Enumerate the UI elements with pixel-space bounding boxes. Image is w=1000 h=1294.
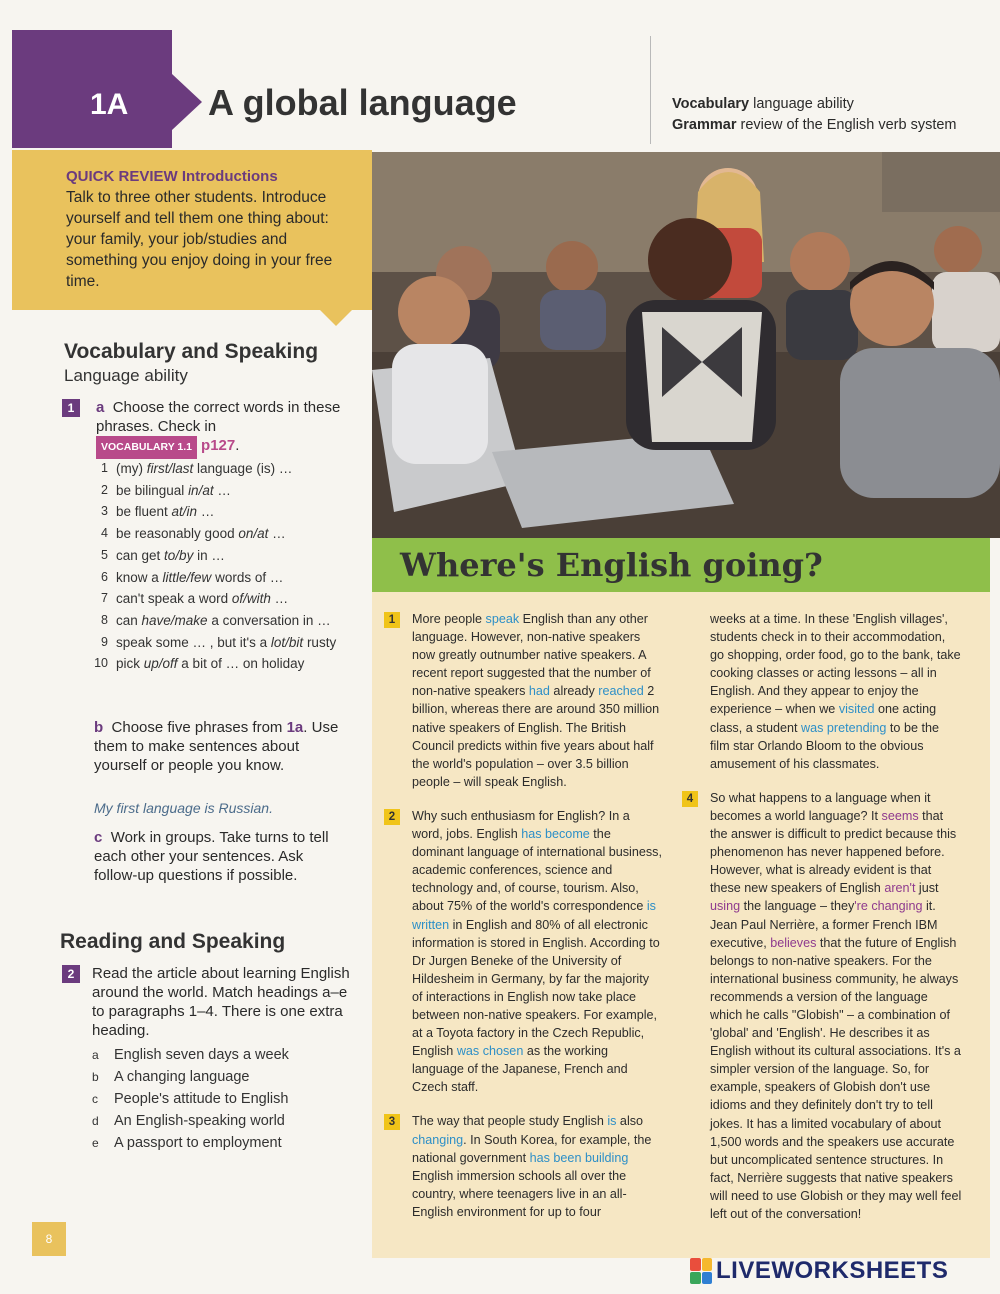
- heading-option[interactable]: c People's attitude to English: [92, 1091, 289, 1107]
- heading-option[interactable]: e A passport to employment: [92, 1135, 282, 1151]
- phrase-item: 5 can get to/by in …: [101, 547, 225, 563]
- exercise-number: 2: [62, 965, 80, 983]
- header-divider: [650, 36, 651, 144]
- quick-review-body: Talk to three other students. Introduce yourself and tell them one thing about: your family, your job/studies and something you enjoy doing in your free time.: [66, 189, 333, 290]
- paragraph-number: 3: [384, 1114, 400, 1130]
- sub-letter: a: [96, 399, 105, 416]
- word-choice[interactable]: to/by: [164, 547, 194, 563]
- article-paragraph-2: 2 Why such enthusiasm for English? In a word, jobs. English has become the dominant language of international business, academic conferences, science and technology and, of course, tourism. Also, about 75% of the world's correspondence is written in English and 80% of all electronic information is stored in English. According to Dr Jurgen Beneke of the University of Hildesheim in Germany, by far the majority of interactions in English now take place between non-native speakers. For example, at a Toyota factory in the Czech Republic, English was chosen as the working language of the Japanese, French and Czech staff.: [412, 807, 662, 1097]
- word-choice[interactable]: at/in: [171, 504, 198, 520]
- article-column-left: [388, 610, 662, 1237]
- logo-text: LIVEWORKSHEETS: [716, 1257, 949, 1284]
- article-paragraph-3-continued: weeks at a time. In these 'English villages', students check in to their accommodation, go shopping, order food, go to the bank, take cooking classes or acting lessons – all in English. And they appear to enjoy the experience – when we visited one acting class, a student was pretending to be the film star Orlando Bloom to the obvious amusement of his classmates.: [710, 612, 961, 771]
- quick-review-box: [12, 150, 372, 310]
- phrase-item: 4 be reasonably good on/at …: [101, 526, 286, 542]
- quick-review-title: QUICK REVIEW Introductions: [66, 168, 278, 185]
- classroom-photo-illustration: [372, 152, 1000, 538]
- phrase-list: [90, 458, 350, 675]
- word-choice[interactable]: little/few: [162, 569, 212, 585]
- vocab-section-heading: Vocabulary and Speaking: [64, 340, 319, 363]
- unit-title: A global language: [208, 82, 517, 123]
- phrase-item: 3 be fluent at/in …: [101, 504, 215, 520]
- exercise-instructions: Read the article about learning English around the world. Match headings a–e to paragraphs 1–4. There is one extra heading.: [92, 965, 350, 1039]
- vocab-section-subheading: Language ability: [64, 366, 188, 385]
- phrase-item: 9 speak some … , but it's a lot/bit rusty: [101, 634, 337, 650]
- vocabulary-page-link[interactable]: p127: [201, 437, 236, 454]
- quick-review-notch: [320, 310, 352, 326]
- article-paragraph-4: 4 So what happens to a language when it becomes a world language? It seems that the answer is difficult to predict because this phenomenon has never happened before. However, what is already evident is that these new speakers of English aren't just using the language – they're changing it. Jean Paul Nerrière, a former French IBM executive, believes that the future of English belongs to non-native speakers. For the international business community, he always recommends a version of the language which he calls "Globish" – a combination of 'global' and 'English'. He describes it as English without its cultural associations. It's a simpler version of the language. So, for example, speakers of Globish don't use idioms and they definitely don't try to tell jokes. It has a limited vocabulary of about 1,500 words and the speakers use accurate but uncomplicated sentence structures. In fact, Nerrière suggests that native speakers will need to use Globish or they may well feel left out of the conversation!: [710, 789, 962, 1223]
- example-sentence: My first language is Russian.: [94, 800, 273, 816]
- phrase-item: 6 know a little/few words of …: [101, 569, 284, 585]
- exercise-1c: c Work in groups. Take turns to tell each other your sentences. Ask follow-up questions if possible.: [94, 829, 329, 884]
- paragraph-number: 2: [384, 809, 400, 825]
- unit-objectives: [672, 94, 957, 136]
- word-choice[interactable]: up/off: [143, 656, 178, 672]
- article-column-right: [686, 610, 962, 1239]
- heading-option[interactable]: d An English-speaking world: [92, 1113, 285, 1129]
- grammar-text: review of the English verb system: [740, 117, 957, 133]
- liveworksheets-logo: [690, 1256, 948, 1286]
- unit-code: 1A: [90, 88, 129, 121]
- article-title-banner: [372, 538, 990, 592]
- phrase-item: 10 pick up/off a bit of … on holiday: [94, 656, 305, 672]
- phrase-item: 8 can have/make a conversation in …: [101, 612, 331, 628]
- word-choice[interactable]: first/last: [146, 461, 194, 476]
- logo-mark-icon: [690, 1258, 712, 1284]
- reading-section-heading: Reading and Speaking: [60, 930, 286, 953]
- paragraph-number: 1: [384, 612, 400, 628]
- article-paragraph-1: 1 More people speak English than any other language. However, non-native speakers now greatly outnumber native speakers. A recent report suggested that the number of non-native speakers had already reached 2 billion, whereas there are around 350 million native speakers of English. The British Council predicts within five years about half the world's population – over 3.5 billion people – will speak English.: [412, 610, 662, 791]
- exercise-1a: 1 a Choose the correct words in these phrases. Check in VOCABULARY 1.1 p127.: [62, 398, 352, 459]
- phrase-item: 2 be bilingual in/at …: [101, 482, 231, 498]
- exercise-number: 1: [62, 399, 80, 417]
- vocab-text: language ability: [753, 96, 854, 112]
- classroom-photo: [372, 152, 1000, 538]
- exercise-2: [62, 964, 352, 1040]
- vocab-label: Vocabulary: [672, 96, 750, 112]
- phrase-item: 7 can't speak a word of/with …: [101, 591, 289, 607]
- heading-options-list: [92, 1044, 289, 1154]
- article-paragraph-3: 3 The way that people study English is also changing. In South Korea, for example, the national government has been building English immersion schools all over the country, where teenagers live in an all-English environment for up to four: [412, 1112, 662, 1221]
- unit-badge-arrow: [172, 74, 202, 130]
- reading-article: [372, 538, 990, 1258]
- word-choice[interactable]: in/at: [188, 482, 214, 498]
- grammar-label: Grammar: [672, 117, 737, 133]
- exercise-instructions: Choose the correct words in these phrases. Check in: [96, 399, 341, 435]
- word-choice[interactable]: have/make: [141, 612, 208, 628]
- phrase-item: 1 (my) first/last language (is) …: [101, 461, 293, 476]
- heading-option[interactable]: a English seven days a week: [92, 1047, 289, 1063]
- word-choice[interactable]: of/with: [231, 591, 271, 607]
- paragraph-number: 4: [682, 791, 698, 807]
- heading-option[interactable]: b A changing language: [92, 1069, 250, 1085]
- article-title: Where's English going?: [400, 546, 823, 584]
- word-choice[interactable]: lot/bit: [270, 634, 304, 650]
- word-choice[interactable]: on/at: [238, 526, 269, 542]
- exercise-1b: b Choose five phrases from 1a. Use them to make sentences about yourself or people you know.: [94, 719, 339, 774]
- page-number: 8: [32, 1222, 66, 1256]
- vocabulary-reference-tag[interactable]: VOCABULARY 1.1: [96, 436, 197, 459]
- unit-header: [12, 30, 1000, 148]
